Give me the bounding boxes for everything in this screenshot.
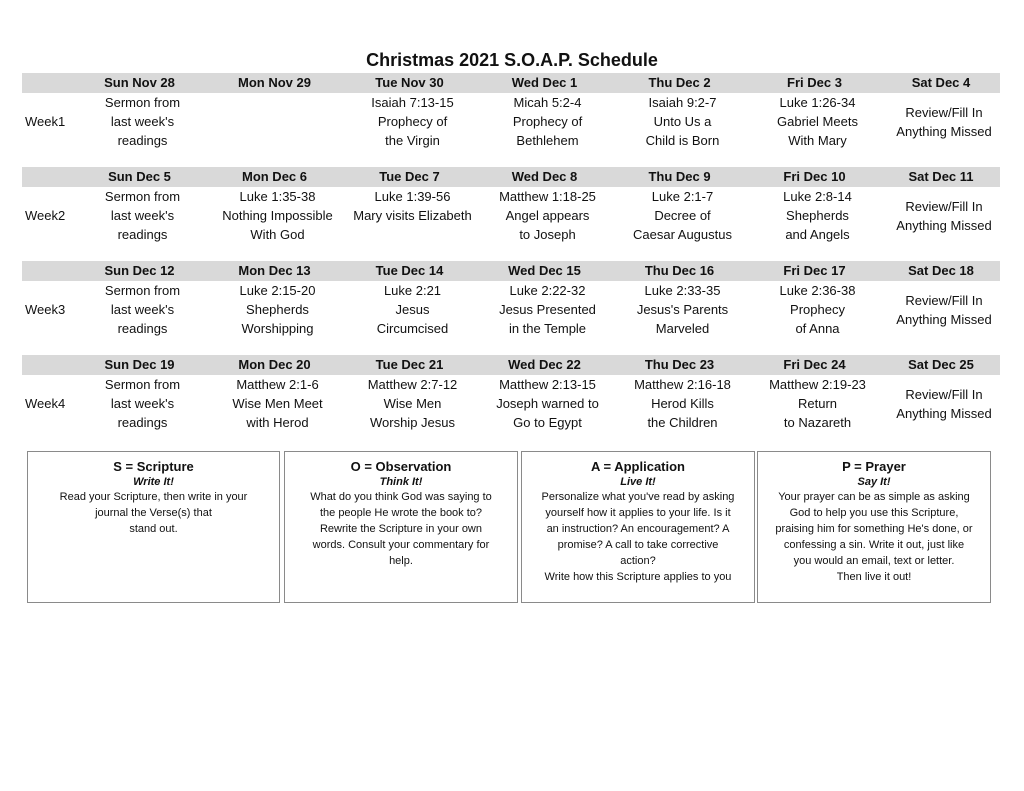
reading-line: Herod Kills xyxy=(651,396,714,411)
reading-line: Marveled xyxy=(655,321,710,336)
reading-line: last week's xyxy=(110,114,175,129)
day-header: Fri Dec 10 xyxy=(783,169,846,184)
week-readings-row xyxy=(22,375,1000,447)
day-reading xyxy=(615,281,750,353)
soap-description-line: confessing a sin. Write it out, just like xyxy=(783,539,965,551)
reading-line: Luke 1:35-38 xyxy=(239,189,316,204)
soap-description-line: Rewrite the Scripture in your own xyxy=(319,523,482,535)
day-header: Thu Dec 2 xyxy=(648,75,711,90)
reading-line: Prophecy of xyxy=(377,114,448,129)
day-header: Thu Dec 16 xyxy=(644,263,715,278)
day-header: Fri Dec 24 xyxy=(783,357,846,372)
day-header: Mon Dec 13 xyxy=(238,263,311,278)
reading-line: Anything Missed xyxy=(896,218,992,233)
reading-line: Sermon from xyxy=(104,377,181,392)
reading-line: Review/Fill In xyxy=(905,199,983,214)
soap-description xyxy=(34,489,273,537)
soap-description-line: journal the Verse(s) that xyxy=(95,507,212,519)
soap-title: S = Scripture xyxy=(113,459,194,474)
day-reading xyxy=(75,93,210,165)
reading-line: Isaiah 9:2-7 xyxy=(648,95,717,110)
reading-line: Matthew 1:18-25 xyxy=(499,189,596,204)
reading-line: in the Temple xyxy=(508,321,587,336)
reading-line: Angel appears xyxy=(505,208,590,223)
day-reading xyxy=(75,281,210,353)
week-block xyxy=(22,73,1000,167)
soap-title: O = Observation xyxy=(350,459,452,474)
soap-description-line: God to help you use this Scripture, xyxy=(789,507,959,519)
day-reading xyxy=(75,375,210,447)
day-header: Wed Dec 8 xyxy=(511,169,578,184)
week-block xyxy=(22,167,1000,261)
day-header: Fri Dec 3 xyxy=(787,75,842,90)
reading-line: the Children xyxy=(647,415,718,430)
reading-line: Luke 2:1-7 xyxy=(651,189,714,204)
week-block xyxy=(22,355,1000,449)
reading-line: Sermon from xyxy=(104,95,181,110)
reading-line: last week's xyxy=(110,396,175,411)
day-header: Tue Nov 30 xyxy=(375,75,444,90)
soap-description-line: an instruction? An encouragement? A xyxy=(546,523,730,535)
soap-description-line: Personalize what you've read by asking xyxy=(541,491,735,503)
reading-line: Luke 2:15-20 xyxy=(239,283,316,298)
soap-title: P = Prayer xyxy=(842,459,906,474)
reading-line: With God xyxy=(250,227,305,242)
day-reading xyxy=(885,93,1003,151)
day-reading xyxy=(210,187,345,259)
soap-subtitle: Write It! xyxy=(133,476,174,488)
reading-line: Prophecy xyxy=(790,302,845,317)
day-header: Wed Dec 15 xyxy=(508,263,581,278)
reading-line: readings xyxy=(117,133,168,148)
day-header: Mon Dec 6 xyxy=(241,169,307,184)
soap-description-line: Then live it out! xyxy=(836,571,912,583)
reading-line: Sermon from xyxy=(104,189,181,204)
reading-line: Prophecy of xyxy=(512,114,583,129)
reading-line: Luke 1:39-56 xyxy=(374,189,451,204)
reading-line: Child is Born xyxy=(645,133,720,148)
reading-line: Luke 2:8-14 xyxy=(783,189,852,204)
day-reading xyxy=(885,281,1003,339)
reading-line: Sermon from xyxy=(104,283,181,298)
reading-line: Luke 1:26-34 xyxy=(779,95,856,110)
soap-subtitle: Say It! xyxy=(857,476,891,488)
reading-line: Decree of xyxy=(654,208,711,223)
reading-line: of Anna xyxy=(795,321,840,336)
day-reading xyxy=(480,375,615,447)
day-header: Thu Dec 9 xyxy=(648,169,711,184)
reading-line: Unto Us a xyxy=(653,114,712,129)
day-header: Sat Dec 25 xyxy=(908,357,974,372)
soap-description-line: What do you think God was saying to xyxy=(310,491,492,503)
prayer-box xyxy=(757,451,991,603)
day-header: Sun Dec 19 xyxy=(104,357,175,372)
day-reading xyxy=(345,375,480,447)
reading-line: Luke 2:22-32 xyxy=(509,283,586,298)
day-header: Thu Dec 23 xyxy=(644,357,715,372)
day-reading xyxy=(480,93,615,165)
day-reading xyxy=(345,187,480,259)
reading-line: Anything Missed xyxy=(896,124,992,139)
reading-line: Matthew 2:13-15 xyxy=(499,377,596,392)
day-header: Tue Dec 21 xyxy=(375,357,444,372)
reading-line: Isaiah 7:13-15 xyxy=(371,95,454,110)
day-reading xyxy=(615,93,750,165)
reading-line: Worshipping xyxy=(241,321,314,336)
reading-line: Matthew 2:7-12 xyxy=(367,377,458,392)
soap-description-line: yourself how it applies to your life. Is it xyxy=(545,507,731,519)
reading-line: Wise Men Meet xyxy=(232,396,323,411)
day-header: Sun Nov 28 xyxy=(104,75,175,90)
week-readings-row xyxy=(22,93,1000,165)
reading-line: to Nazareth xyxy=(783,415,852,430)
reading-line: Caesar Augustus xyxy=(632,227,732,242)
soap-description-line: promise? A call to take corrective xyxy=(557,539,719,551)
day-header: Mon Nov 29 xyxy=(238,75,311,90)
soap-subtitle: Live It! xyxy=(620,476,656,488)
reading-line: Jesus's Parents xyxy=(636,302,729,317)
week-header-row xyxy=(22,167,1000,187)
soap-legend xyxy=(27,451,991,605)
day-reading xyxy=(615,187,750,259)
reading-line: readings xyxy=(117,415,168,430)
day-header: Tue Dec 7 xyxy=(379,169,440,184)
week-readings-row xyxy=(22,187,1000,259)
day-header: Sat Dec 11 xyxy=(908,169,974,184)
reading-line: with Herod xyxy=(246,415,309,430)
reading-line: Review/Fill In xyxy=(905,293,983,308)
scripture-box xyxy=(27,451,280,603)
day-header: Tue Dec 14 xyxy=(375,263,444,278)
reading-line: Jesus Presented xyxy=(499,302,596,317)
reading-line: Review/Fill In xyxy=(905,105,983,120)
reading-line: Anything Missed xyxy=(896,406,992,421)
day-header: Wed Dec 1 xyxy=(511,75,578,90)
day-header: Sat Dec 4 xyxy=(911,75,971,90)
reading-line: Mary visits Elizabeth xyxy=(353,208,472,223)
day-reading xyxy=(210,93,345,165)
reading-line: last week's xyxy=(110,208,175,223)
reading-line: Shepherds xyxy=(246,302,309,317)
day-reading xyxy=(750,93,885,165)
reading-line: Matthew 2:19-23 xyxy=(769,377,866,392)
reading-line: Luke 2:21 xyxy=(383,283,442,298)
day-reading xyxy=(750,187,885,259)
soap-description-line: Your prayer can be as simple as asking xyxy=(778,491,970,503)
soap-description xyxy=(291,489,511,569)
day-reading xyxy=(885,375,1003,433)
reading-line: Luke 2:36-38 xyxy=(779,283,856,298)
application-box xyxy=(521,451,755,603)
soap-description-line: words. Consult your commentary for xyxy=(312,539,490,551)
week-label: Week2 xyxy=(25,208,66,223)
reading-line: Circumcised xyxy=(376,321,449,336)
day-reading xyxy=(480,281,615,353)
day-reading xyxy=(480,187,615,259)
reading-line: last week's xyxy=(110,302,175,317)
soap-description-line: stand out. xyxy=(129,523,178,535)
day-reading xyxy=(885,187,1003,245)
day-reading xyxy=(345,281,480,353)
soap-description-line: praising him for something He's done, or xyxy=(775,523,973,535)
reading-line: Worship Jesus xyxy=(369,415,455,430)
day-reading xyxy=(615,375,750,447)
reading-line: Luke 2:33-35 xyxy=(644,283,721,298)
day-header: Sun Dec 12 xyxy=(104,263,175,278)
reading-line: and Angels xyxy=(785,227,850,242)
week-label: Week1 xyxy=(25,114,66,129)
soap-description-line: Read your Scripture, then write in your xyxy=(59,491,248,503)
reading-line: Nothing Impossible xyxy=(222,208,333,223)
reading-line: Jesus xyxy=(395,302,430,317)
reading-line: Joseph warned to xyxy=(496,396,599,411)
week-label: Week3 xyxy=(25,302,66,317)
reading-line: Return xyxy=(797,396,838,411)
soap-description xyxy=(764,489,984,585)
soap-description-line: you would an email, text or letter. xyxy=(793,555,955,567)
observation-box xyxy=(284,451,518,603)
reading-line: to Joseph xyxy=(519,227,576,242)
week-header-row xyxy=(22,261,1000,281)
reading-line: Go to Egypt xyxy=(513,415,582,430)
week-readings-row xyxy=(22,281,1000,353)
reading-line: Matthew 2:16-18 xyxy=(634,377,731,392)
soap-description-line: the people He wrote the book to? xyxy=(319,507,483,519)
day-reading xyxy=(210,281,345,353)
day-header: Wed Dec 22 xyxy=(508,357,581,372)
day-reading xyxy=(345,93,480,165)
week-label: Week4 xyxy=(25,396,66,411)
soap-subtitle: Think It! xyxy=(379,476,423,488)
reading-line: Gabriel Meets xyxy=(777,114,858,129)
page-title: Christmas 2021 S.O.A.P. Schedule xyxy=(366,50,658,70)
day-header: Fri Dec 17 xyxy=(783,263,846,278)
reading-line: Anything Missed xyxy=(896,312,992,327)
reading-line: Bethlehem xyxy=(516,133,579,148)
day-reading xyxy=(75,187,210,259)
week-block xyxy=(22,261,1000,355)
day-reading xyxy=(750,281,885,353)
day-header: Mon Dec 20 xyxy=(238,357,311,372)
soap-description-line: help. xyxy=(389,555,413,567)
day-header: Sat Dec 18 xyxy=(908,263,974,278)
reading-line: With Mary xyxy=(788,133,847,148)
reading-line: Wise Men xyxy=(383,396,442,411)
reading-line: Matthew 2:1-6 xyxy=(236,377,319,392)
week-header-row xyxy=(22,355,1000,375)
reading-line: Review/Fill In xyxy=(905,387,983,402)
reading-line: readings xyxy=(117,321,168,336)
soap-description xyxy=(528,489,748,585)
day-reading xyxy=(750,375,885,447)
reading-line: the Virgin xyxy=(385,133,440,148)
soap-title: A = Application xyxy=(590,459,685,474)
reading-line: Micah 5:2-4 xyxy=(513,95,582,110)
day-reading xyxy=(210,375,345,447)
soap-description-line: Write how this Scripture applies to you xyxy=(544,571,732,583)
reading-line: readings xyxy=(117,227,168,242)
reading-line: Shepherds xyxy=(786,208,849,223)
week-header-row xyxy=(22,73,1000,93)
soap-description-line: action? xyxy=(620,555,656,567)
day-header: Sun Dec 5 xyxy=(108,169,171,184)
